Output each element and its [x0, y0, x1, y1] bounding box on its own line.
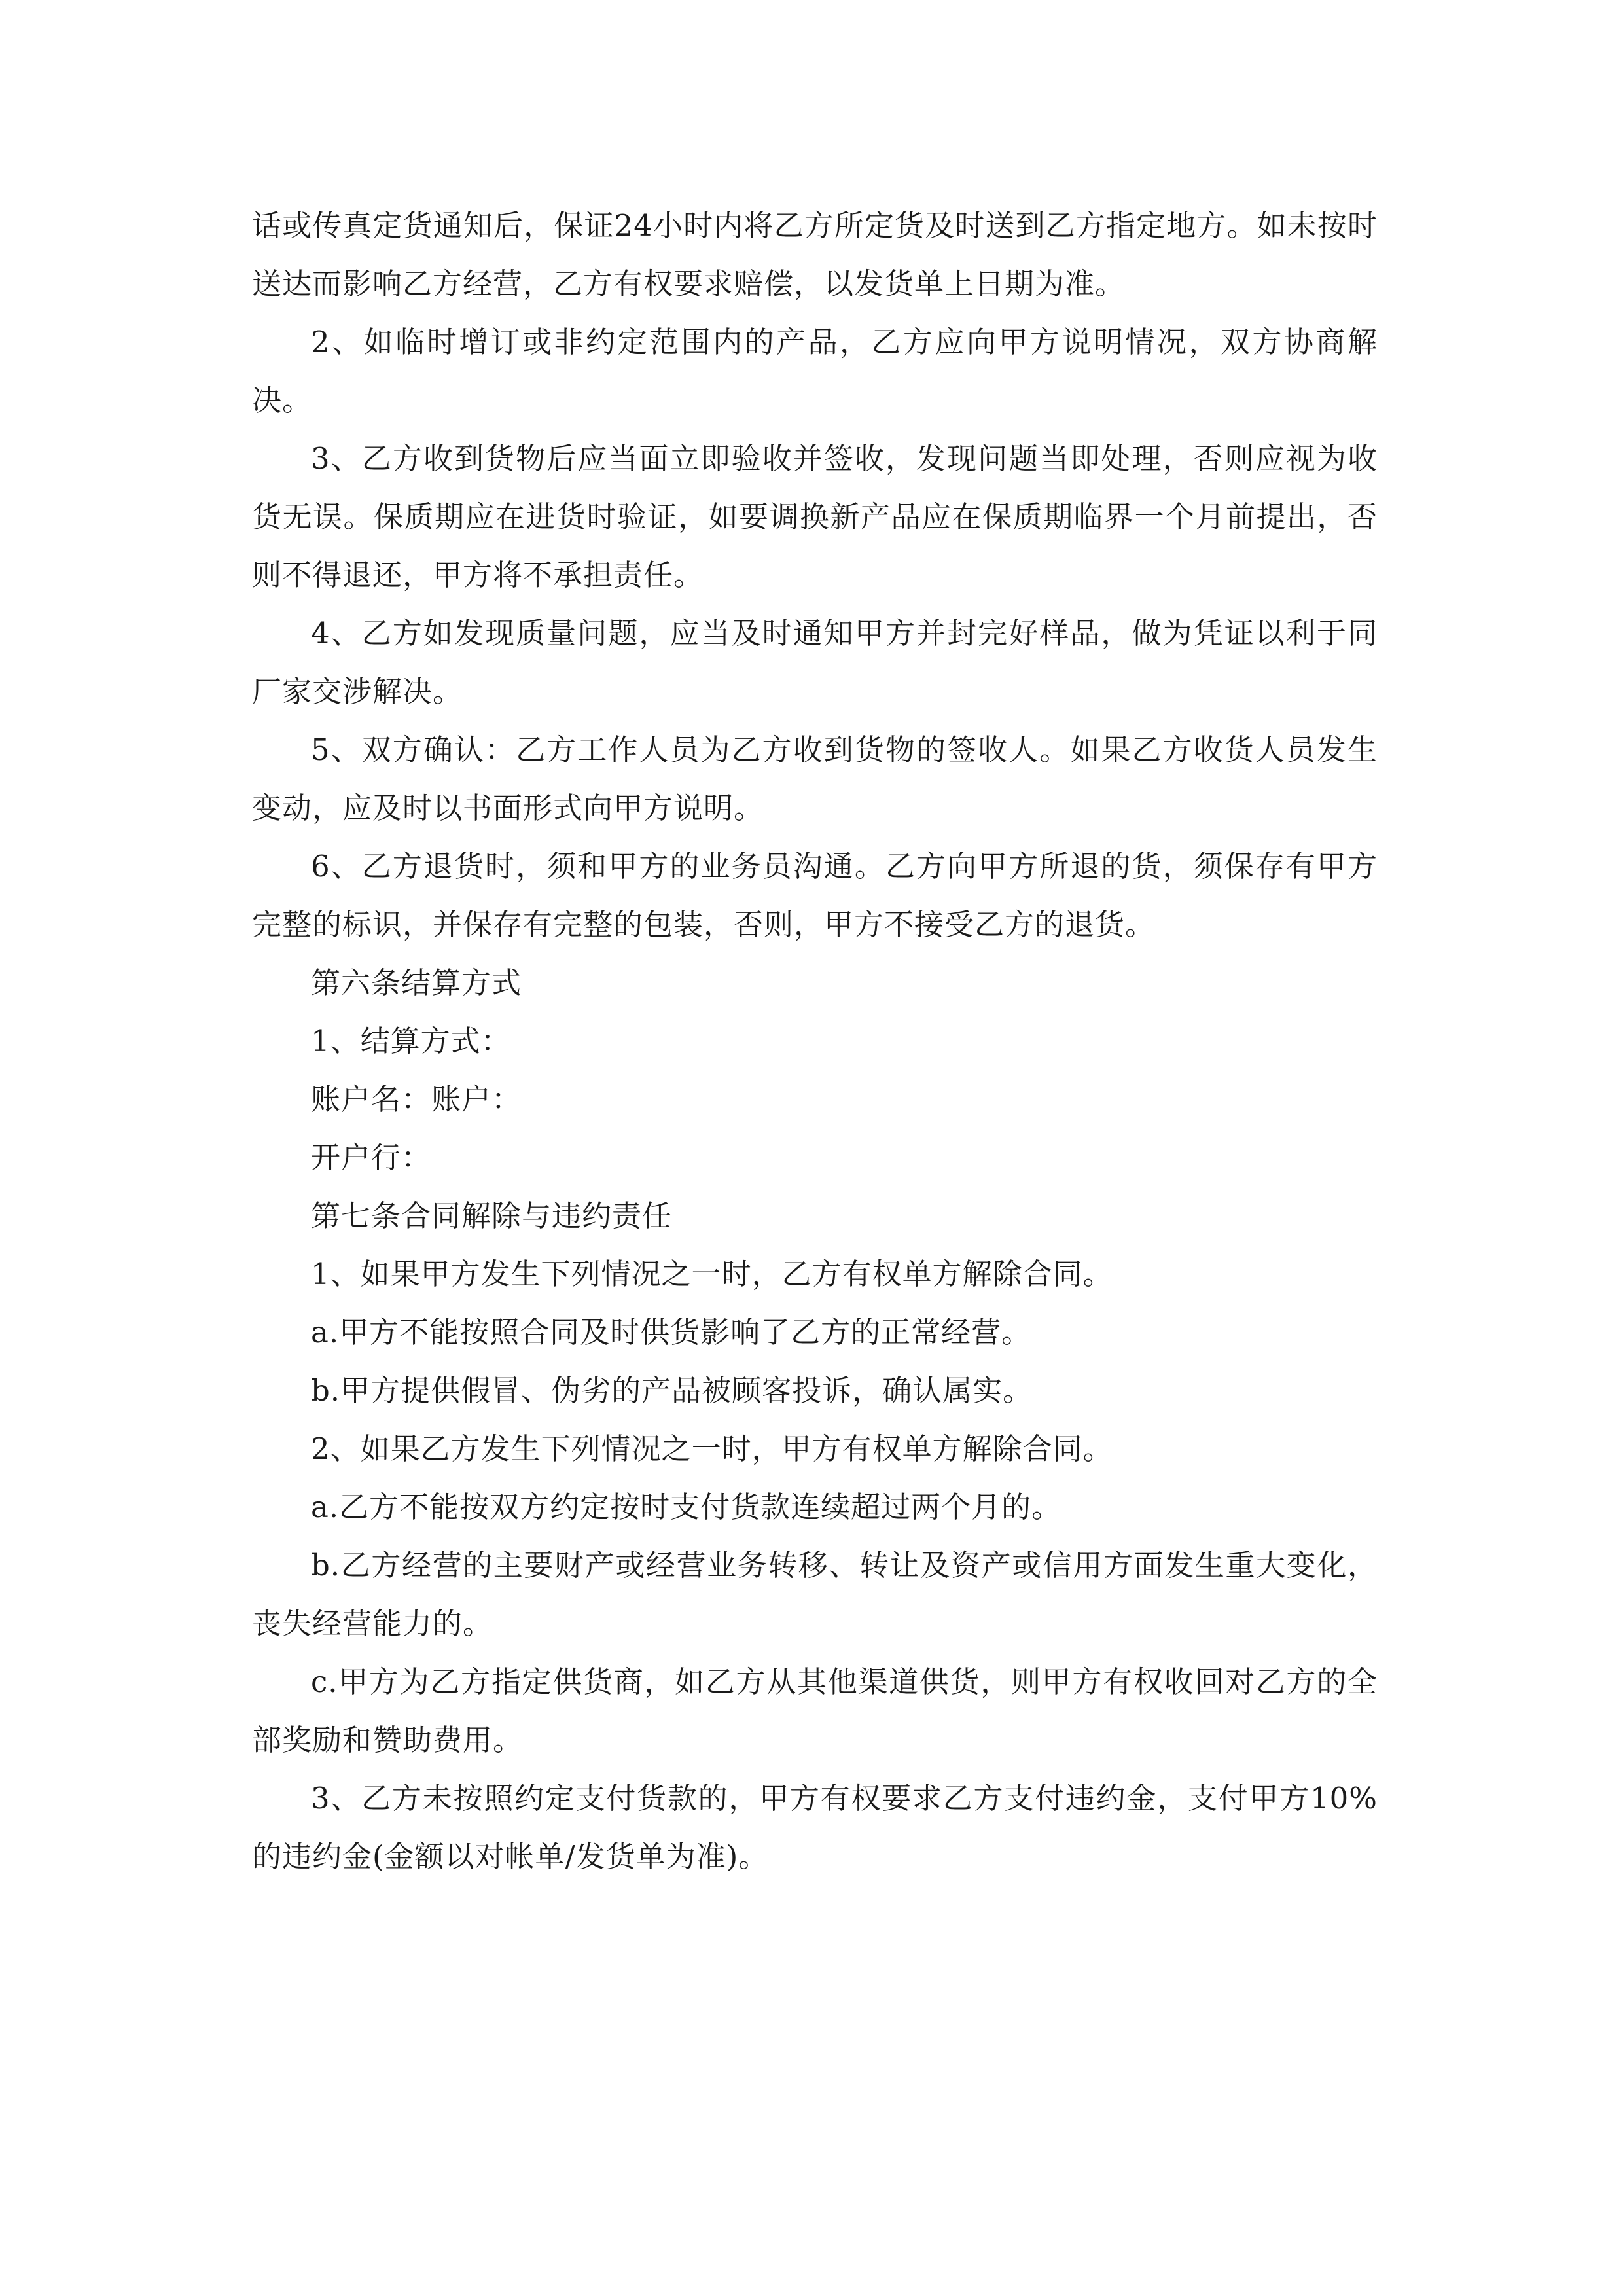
paragraph-clause-3-inspection: 3、乙方收到货物后应当面立即验收并签收，发现问题当即处理，否则应视为收货无误。保质期应在进货时验证，如要调换新产品应在保质期临界一个月前提出，否则不得退还，甲方将不承担责任。 [252, 441, 1378, 592]
paragraph-clause-2-additional-orders: 2、如临时增订或非约定范围内的产品，乙方应向甲方说明情况，双方协商解决。 [252, 325, 1378, 418]
paragraph-clause-4-quality-issues: 4、乙方如发现质量问题，应当及时通知甲方并封完好样品，做为凭证以利于同厂家交涉解决。 [252, 616, 1378, 709]
paragraph-clause-3-penalty: 3、乙方未按照约定支付货款的，甲方有权要求乙方支付违约金，支付甲方10%的违约金(金额以对帐单/发货单为准)。 [252, 1781, 1378, 1874]
heading-article-6-settlement: 第六条结算方式 [311, 965, 522, 1000]
heading-article-7-termination: 第七条合同解除与违约责任 [311, 1198, 673, 1233]
paragraph-delivery-notice-continued: 话或传真定货通知后，保证24小时内将乙方所定货及时送到乙方指定地方。如未按时送达而影响乙方经营，乙方有权要求赔偿，以发货单上日期为准。 [252, 208, 1378, 301]
paragraph-item-a-payment: a.乙方不能按双方约定按时支付货款连续超过两个月的。 [311, 1490, 1062, 1524]
paragraph-bank: 开户行： [311, 1140, 432, 1175]
paragraph-termination-by-party-b: 1、如果甲方发生下列情况之一时，乙方有权单方解除合同。 [311, 1257, 1113, 1291]
paragraph-item-c-supplier: c.甲方为乙方指定供货商，如乙方从其他渠道供货，则甲方有权收回对乙方的全部奖励和赞助费用。 [252, 1664, 1378, 1757]
paragraph-clause-6-returns: 6、乙方退货时，须和甲方的业务员沟通。乙方向甲方所退的货，须保存有甲方完整的标识，并保存有完整的包装，否则，甲方不接受乙方的退货。 [252, 849, 1378, 942]
paragraph-termination-by-party-a: 2、如果乙方发生下列情况之一时，甲方有权单方解除合同。 [311, 1431, 1113, 1466]
paragraph-settlement-method: 1、结算方式： [311, 1024, 511, 1058]
paragraph-item-b-assets: b.乙方经营的主要财产或经营业务转移、转让及资产或信用方面发生重大变化，丧失经营能力的。 [252, 1548, 1378, 1641]
paragraph-account-name: 账户名：账户： [311, 1082, 522, 1117]
paragraph-item-b-counterfeit: b.甲方提供假冒、伪劣的产品被顾客投诉，确认属实。 [311, 1373, 1033, 1408]
paragraph-clause-5-signatory: 5、双方确认：乙方工作人员为乙方收到货物的签收人。如果乙方收货人员发生变动，应及时以书面形式向甲方说明。 [252, 732, 1378, 825]
paragraph-item-a-supply: a.甲方不能按照合同及时供货影响了乙方的正常经营。 [311, 1315, 1032, 1350]
document-body [252, 196, 1378, 1886]
